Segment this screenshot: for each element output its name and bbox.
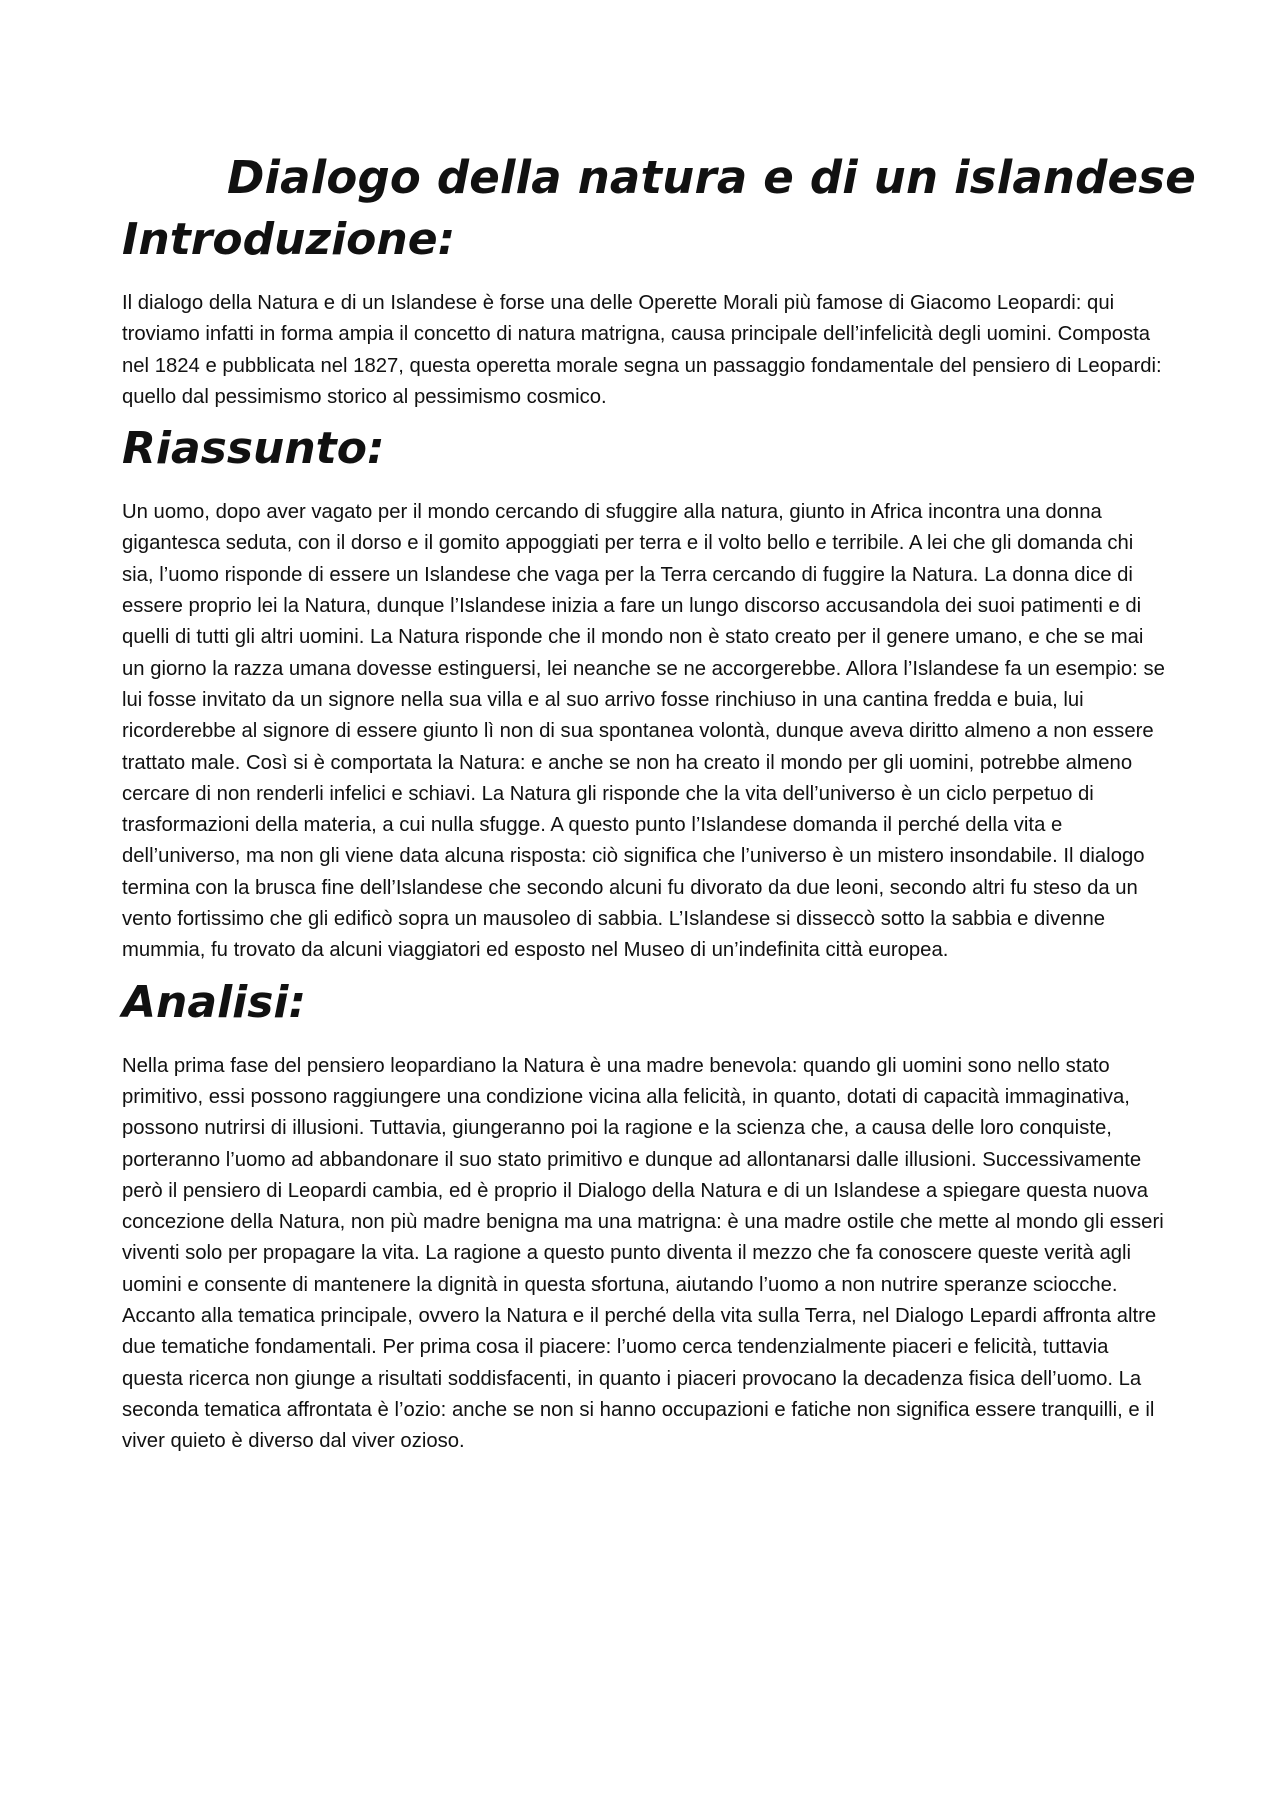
section-heading-summary: Riassunto: bbox=[122, 423, 385, 475]
section-heading-analysis: Analisi: bbox=[122, 976, 307, 1028]
document-title: Dialogo della natura e di un islandese bbox=[227, 151, 1196, 204]
section-heading-introduction: Introduzione: bbox=[122, 214, 456, 265]
section-analysis bbox=[122, 973, 1167, 1458]
section-introduction bbox=[122, 210, 1167, 413]
section-paragraph-introduction: Il dialogo della Natura e di un Islandese è forse una delle Operette Morali più famose di Giacomo Leopardi: qui troviamo infatti in forma ampia il concetto di natura matrigna, causa principale dell’infelicità degli uomini. Composta nel 1824 e pubblicata nel 1827, questa operetta morale segna un passaggio fondamentale del pensiero di Leopardi: quello dal pessimismo storico al pessimismo cosmico. bbox=[122, 292, 1162, 408]
section-summary bbox=[122, 419, 1167, 966]
section-paragraph-summary: Un uomo, dopo aver vagato per il mondo cercando di sfuggire alla natura, giunto in Africa incontra una donna gigantesca seduta, con il dorso e il gomito appoggiati per terra e il volto bello e terribile. A lei che gli domanda chi sia, l’uomo risponde di essere un Islandese che vaga per la Terra cercando di fuggire la Natura. La donna dice di essere proprio lei la Natura, dunque l’Islandese inizia a fare un lungo discorso accusandola dei suoi patimenti e di quelli di tutti gli altri uomini. La Natura risponde che il mondo non è stato creato per il genere umano, e che se mai un giorno la razza umana dovesse estinguersi, lei neanche se ne accorgerebbe. Allora l’Islandese fa un esempio: se lui fosse invitato da un signore nella sua villa e al suo arrivo fosse rinchiuso in una cantina fredda e buia, lui ricorderebbe al signore di essere giunto lì non di sua spontanea volontà, dunque aveva diritto almeno a non essere trattato male. Così si è comportata la Natura: e anche se non ha creato il mondo per gli uomini, potrebbe almeno cercare di non renderli infelici e schiavi. La Natura gli risponde che la vita dell’universo è un ciclo perpetuo di trasformazioni della materia, a cui nulla sfugge. A questo punto l’Islandese domanda il perché della vita e dell’universo, ma non gli viene data alcuna risposta: ciò significa che l’universo è un mistero insondabile. Il dialogo termina con la brusca fine dell’Islandese che secondo alcuni fu divorato da due leoni, secondo altri fu steso da un vento fortissimo che gli edificò sopra un mausoleo di sabbia. L’Islandese si disseccò sotto la sabbia e divenne mummia, fu trovato da alcuni viaggiatori ed esposto nel Museo di un’indefinita città europea. bbox=[122, 501, 1165, 962]
document-body bbox=[122, 148, 1196, 1458]
section-paragraph-analysis: Nella prima fase del pensiero leopardiano la Natura è una madre benevola: quando gli uomini sono nello stato primitivo, essi possono raggiungere una condizione vicina alla felicità, in quanto, dotati di capacità immaginativa, possono nutrirsi di illusioni. Tuttavia, giungeranno poi la ragione e la scienza che, a causa delle loro conquiste, porteranno l’uomo ad abbandonare il suo stato primitivo e dunque ad allontanarsi dalle illusioni. Successivamente però il pensiero di Leopardi cambia, ed è proprio il Dialogo della Natura e di un Islandese a spiegare questa nuova concezione della Natura, non più madre benigna ma una matrigna: è una madre ostile che mette al mondo gli esseri viventi solo per propagare la vita. La ragione a questo punto diventa il mezzo che fa conoscere queste verità agli uomini e consente di mantenere la dignità in questa sfortuna, aiutando l’uomo a non nutrire speranze sciocche. Accanto alla tematica principale, ovvero la Natura e il perché della vita sulla Terra, nel Dialogo Lepardi affronta altre due tematiche fondamentali. Per prima cosa il piacere: l’uomo cerca tendenzialmente piaceri e felicità, tuttavia questa ricerca non giunge a risultati soddisfacenti, in quanto i piaceri provocano la decadenza fisica dell’uomo. La seconda tematica affrontata è l’ozio: anche se non si hanno occupazioni e fatiche non significa essere tranquilli, e il viver quieto è diverso dal viver ozioso. bbox=[122, 1054, 1164, 1453]
